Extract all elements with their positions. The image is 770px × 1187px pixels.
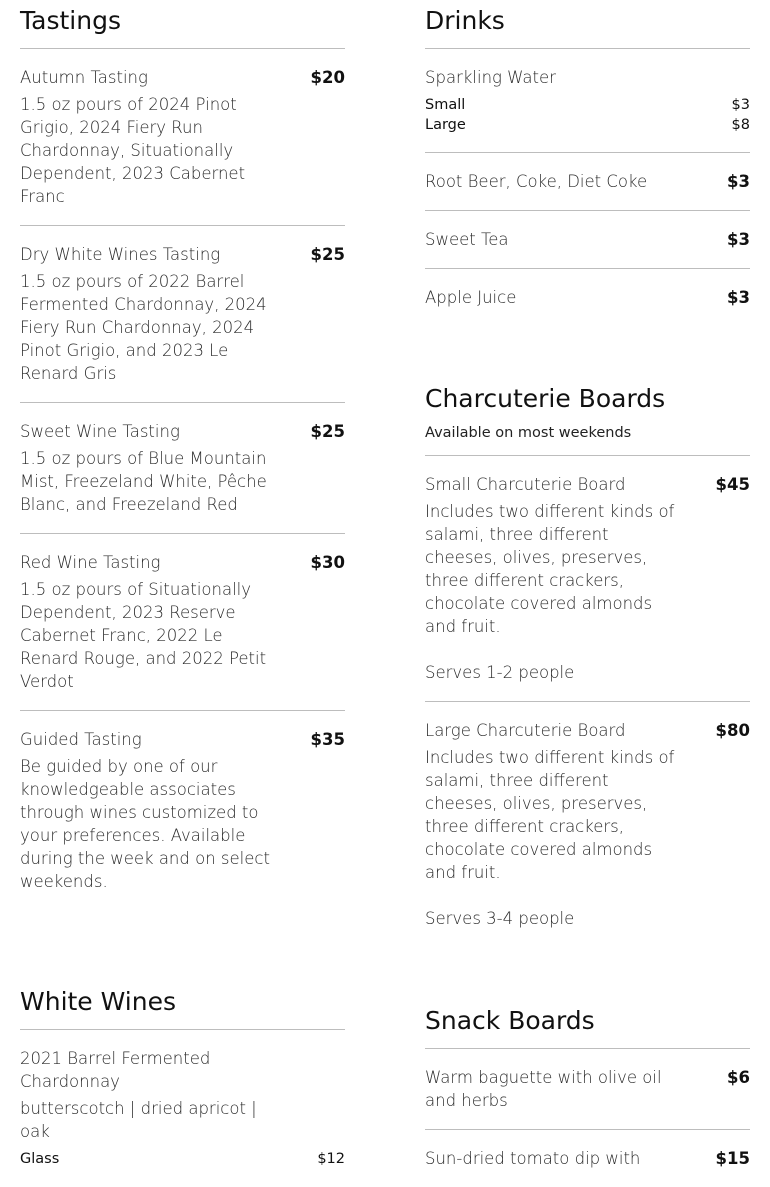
menu-item — [425, 1130, 750, 1187]
item-price: $20 — [310, 68, 345, 87]
size-label: Small — [425, 97, 466, 113]
left-column — [20, 0, 345, 1167]
menu-item — [20, 534, 345, 711]
item-description: 1.5 oz pours of 2022 Barrel Fermented Chardonnay, 2024 Fiery Run Chardonnay, 2024 Pinot Grigio, and 2023 Le Renard Gris — [20, 272, 267, 383]
tastings-section — [20, 0, 345, 910]
item-name: 2021 Barrel Fermented Chardonnay — [20, 1049, 211, 1091]
menu-item — [425, 1049, 750, 1130]
menu-item — [425, 211, 750, 269]
menu-item — [20, 226, 345, 403]
menu-item — [20, 1030, 345, 1186]
menu-item — [20, 711, 345, 910]
item-name: Root Beer, Coke, Diet Coke — [425, 172, 648, 191]
item-price: $25 — [310, 422, 345, 441]
item-name: Large Charcuterie Board — [425, 721, 626, 740]
size-row — [425, 115, 750, 135]
item-price: $3 — [727, 172, 750, 191]
item-name: Sweet Wine Tasting — [20, 422, 180, 441]
drinks-section — [425, 0, 750, 326]
item-name: Small Charcuterie Board — [425, 475, 626, 494]
size-label: Glass — [20, 1151, 60, 1167]
size-prices — [425, 95, 750, 135]
item-name: Sun-dried tomato dip with — [425, 1149, 641, 1168]
item-name: Warm baguette with olive oil and herbs — [425, 1068, 662, 1110]
charcuterie-section — [425, 386, 750, 947]
item-price: $3 — [727, 288, 750, 307]
item-price: $80 — [715, 721, 750, 740]
item-name: Apple Juice — [425, 288, 517, 307]
item-name: Guided Tasting — [20, 730, 142, 749]
menu-item — [20, 49, 345, 226]
snack-boards-section — [425, 1008, 750, 1187]
item-name: Sweet Tea — [425, 230, 509, 249]
item-description: 1.5 oz pours of 2024 Pinot Grigio, 2024 Fiery Run Chardonnay, Situationally Dependent, 2023 Cabernet Franc — [20, 95, 246, 206]
menu-item — [425, 269, 750, 326]
item-description: 1.5 oz pours of Situationally Dependent, 2023 Reserve Cabernet Franc, 2022 Le Renard Rouge, and 2022 Petit Verdot — [20, 580, 267, 691]
section-title: Drinks — [425, 8, 750, 49]
menu-item — [20, 403, 345, 534]
item-price: $30 — [310, 553, 345, 572]
item-description: Includes two different kinds of salami, three different cheeses, olives, preserves, three different crackers, chocolate covered almonds and fruit. Serves 3-4 people — [425, 748, 675, 928]
size-price: $12 — [317, 1151, 345, 1167]
menu-item — [425, 49, 750, 153]
item-description: 1.5 oz pours of Blue Mountain Mist, Freezeland White, Pêche Blanc, and Freezeland Red — [20, 449, 267, 514]
item-description: Be guided by one of our knowledgeable associates through wines customized to your preferences. Available during the week and on select weekends. — [20, 757, 270, 891]
item-price: $6 — [727, 1068, 750, 1087]
item-name: Dry White Wines Tasting — [20, 245, 221, 264]
item-description: Includes two different kinds of salami, three different cheeses, olives, preserves, three different crackers, chocolate covered almonds and fruit. Serves 1-2 people — [425, 502, 675, 682]
menu-item — [425, 456, 750, 702]
section-subtitle: Available on most weekends — [425, 417, 750, 456]
size-label: Large — [425, 117, 466, 133]
white-wines-section — [20, 989, 345, 1186]
right-column — [425, 0, 750, 1168]
item-price: $35 — [310, 730, 345, 749]
item-name: Autumn Tasting — [20, 68, 148, 87]
item-price: $15 — [715, 1149, 750, 1168]
tasting-notes: butterscotch | dried apricot | oak — [20, 1099, 257, 1141]
size-price: $3 — [731, 97, 750, 113]
menu-item — [425, 702, 750, 947]
item-price: $25 — [310, 245, 345, 264]
size-row — [425, 95, 750, 115]
section-title: Snack Boards — [425, 1008, 750, 1049]
item-price: $45 — [715, 475, 750, 494]
item-name: Red Wine Tasting — [20, 553, 161, 572]
section-title: Charcuterie Boards — [425, 384, 666, 413]
item-price: $3 — [727, 230, 750, 249]
section-title: Tastings — [20, 8, 345, 49]
size-price: $8 — [731, 117, 750, 133]
size-row — [20, 1149, 345, 1169]
item-name: Sparkling Water — [425, 68, 556, 87]
menu-item — [425, 153, 750, 211]
size-prices — [20, 1149, 345, 1169]
section-title: White Wines — [20, 989, 345, 1030]
